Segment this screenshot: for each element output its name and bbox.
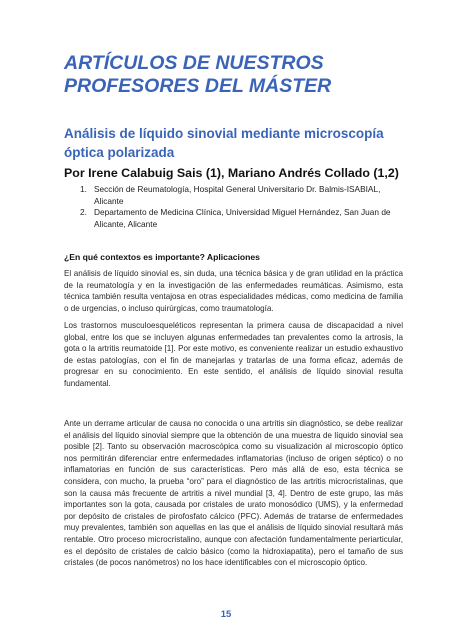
affiliation-item [80,184,404,207]
section-title: ARTÍCULOS DE NUESTROS PROFESORES DEL MÁSTER [64,52,332,97]
authors-line: Por Irene Calabuig Sais (1), Mariano Andrés Collado (1,2) [64,166,399,180]
affiliation-text: Departamento de Medicina Clínica, Universidad Miguel Hernández, San Juan de Alicante, Alicante [94,207,391,229]
affiliation-number: 2. [80,207,87,217]
body-paragraph: Los trastornos musculoesqueléticos representan la primera causa de discapacidad a nivel global, entre los que se incluyen algunas enfermedades tan prevalentes como la artrosis, la gota o la artritis reumatoide [1]. Por este motivo, es conveniente realizar un estudio exhaustivo de estas patologías, con el fin de manejarlas y tratarlas de una forma eficaz, además de progresar en su conocimiento. En este sentido, el análisis de líquido sinovial resulta fundamental. [64,321,403,388]
affiliation-item [80,207,404,230]
affiliations-list [80,184,404,230]
article-title: Análisis de líquido sinovial mediante microscopía óptica polarizada [64,126,384,160]
affiliation-number: 1. [80,184,87,194]
affiliation-text: Sección de Reumatología, Hospital General Universitario Dr. Balmis-ISABIAL, Alicante [94,184,381,206]
page-number: 15 [220,609,232,620]
body-paragraph: Ante un derrame articular de causa no conocida o una artritis sin diagnóstico, se debe realizar el análisis del líquido sinovial siempre que la obtención de una muestra de líquido sinovial sea posible [2]. Tanto su observación macroscópica como su visualización al microscopio óptico nos permitirán diferenciar entre enfermedades inflamatorias (incluso de origen séptico) o no inflamatorias en función de sus características. Pero más allá de eso, esta técnica se considera, con mucho, la prueba “oro” para el diagnóstico de las artritis microcristalinas, que son la causa más frecuente de artritis a nivel mundial [3, 4]. Dentro de este grupo, las más importantes son la gota, causada por cristales de urato monosódico (UMS), y la enfermedad por depósito de cristales de pirofosfato cálcico (PFC). Además de tratarse de enfermedades muy prevalentes, también son aquellas en las que el análisis de líquido sinovial resultará más rentable. Otro proceso microcristalino, aunque con afectación fundamentalmente periarticular, es el depósito de cristales de calcio básico (como la hidroxiapatita), pero el tamaño de sus cristales (de pocos nanómetros) no los hace identificables con el microscopio óptico. [64,419,403,568]
body-paragraph: El análisis de líquido sinovial es, sin duda, una técnica básica y de gran utilidad en la práctica de la reumatología y en la investigación de las enfermedades reumáticas. Asimismo, esta técnica también resulta ventajosa en otras especialidades médicas, como medicina de familia o de urgencias, o incluso quirúrgicas, como traumatología. [64,269,403,313]
question-heading: ¿En qué contextos es importante? Aplicaciones [64,252,260,262]
